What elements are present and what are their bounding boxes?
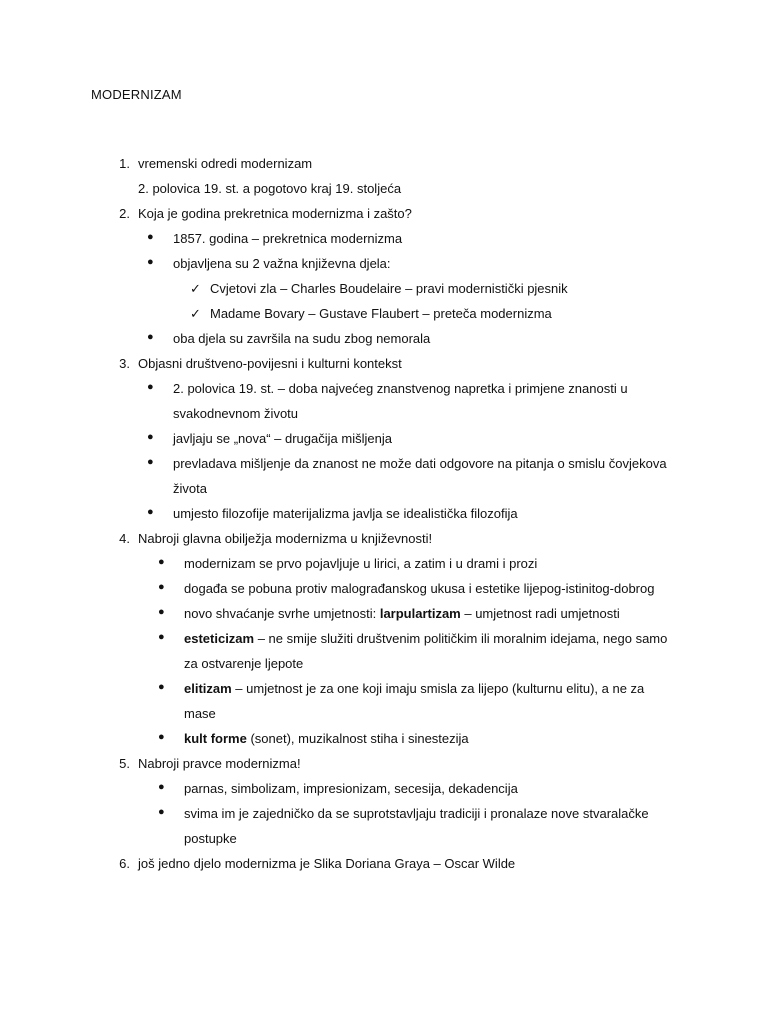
list-item: događa se pobuna protiv malograđanskog ukusa i estetike lijepog-istinitog-dobrog <box>184 581 655 596</box>
bullet-icon: ● <box>158 606 165 618</box>
list-item-continuation: života <box>173 481 207 496</box>
list-item <box>184 681 644 696</box>
bullet-icon: ● <box>147 381 154 393</box>
list-item: Madame Bovary – Gustave Flaubert – preteča modernizma <box>210 306 552 321</box>
list-item-text: – umjetnost je za one koji imaju smisla za lijepo (kulturnu elitu), a ne za <box>231 681 645 696</box>
list-item: objavljena su 2 važna književna djela: <box>173 256 391 271</box>
list-item: javljaju se „nova“ – drugačija mišljenja <box>173 431 392 446</box>
section-number: 5. <box>119 756 130 771</box>
list-item <box>184 731 469 746</box>
list-item-text: – ne smije služiti društvenim političkim ili moralnim idejama, nego samo <box>254 631 668 646</box>
section-subtext: 2. polovica 19. st. a pogotovo kraj 19. stoljeća <box>138 181 402 196</box>
section-number: 4. <box>119 531 130 546</box>
term-kult-forme: kult forme <box>184 731 247 746</box>
list-item: oba djela su završila na sudu zbog nemorala <box>173 331 431 346</box>
list-item: 1857. godina – prekretnica modernizma <box>173 231 403 246</box>
section-heading: Objasni društveno-povijesni i kulturni kontekst <box>138 356 402 371</box>
bullet-icon: ● <box>158 581 165 593</box>
section-heading: Nabroji pravce modernizma! <box>138 756 301 771</box>
bullet-icon: ● <box>158 556 165 568</box>
bullet-icon: ● <box>158 631 165 643</box>
list-item: umjesto filozofije materijalizma javlja se idealistička filozofija <box>173 506 518 521</box>
bullet-icon: ● <box>158 806 165 818</box>
list-item <box>184 606 620 621</box>
bullet-icon: ● <box>147 456 154 468</box>
list-item: Cvjetovi zla – Charles Boudelaire – pravi modernistički pjesnik <box>210 281 568 296</box>
list-item-continuation: za ostvarenje ljepote <box>184 656 304 671</box>
list-item-text: (sonet), muzikalnost stiha i sinestezija <box>246 731 469 746</box>
section-heading: Nabroji glavna obilježja modernizma u književnosti! <box>138 531 433 546</box>
term-esteticizam: esteticizam <box>184 631 255 646</box>
section-number: 6. <box>119 856 130 871</box>
section-heading: još jedno djelo modernizma je Slika Doriana Graya – Oscar Wilde <box>138 856 516 871</box>
checkmark-icon: ✓ <box>190 281 201 296</box>
list-item-continuation: mase <box>184 706 216 721</box>
list-item: 2. polovica 19. st. – doba najvećeg znanstvenog napretka i primjene znanosti u <box>173 381 628 396</box>
list-item-continuation: svakodnevnom životu <box>173 406 299 421</box>
document-title: MODERNIZAM <box>91 87 182 102</box>
list-item <box>184 631 667 646</box>
list-item-text: novo shvaćanje svrhe umjetnosti: <box>184 606 380 621</box>
bullet-icon: ● <box>147 331 154 343</box>
bullet-icon: ● <box>147 256 154 268</box>
section-heading: Koja je godina prekretnica modernizma i zašto? <box>138 206 412 221</box>
bullet-icon: ● <box>158 781 165 793</box>
list-item: parnas, simbolizam, impresionizam, secesija, dekadencija <box>184 781 518 796</box>
list-item: modernizam se prvo pojavljuje u lirici, a zatim i u drami i prozi <box>184 556 538 571</box>
section-number: 2. <box>119 206 130 221</box>
bullet-icon: ● <box>158 731 165 743</box>
list-item-text: – umjetnost radi umjetnosti <box>460 606 620 621</box>
bullet-icon: ● <box>158 681 165 693</box>
list-item: svima im je zajedničko da se suprotstavljaju tradiciji i pronalaze nove stvaralačke <box>184 806 649 821</box>
section-number: 3. <box>119 356 130 371</box>
term-elitizam: elitizam <box>184 681 232 696</box>
bullet-icon: ● <box>147 506 154 518</box>
section-number: 1. <box>119 156 130 171</box>
bullet-icon: ● <box>147 231 154 243</box>
list-item-continuation: postupke <box>184 831 237 846</box>
section-heading: vremenski odredi modernizam <box>138 156 313 171</box>
checkmark-icon: ✓ <box>190 306 201 321</box>
list-item: prevladava mišljenje da znanost ne može dati odgovore na pitanja o smislu čovjekova <box>173 456 667 471</box>
bullet-icon: ● <box>147 431 154 443</box>
term-larpulartizam: larpulartizam <box>379 606 461 621</box>
